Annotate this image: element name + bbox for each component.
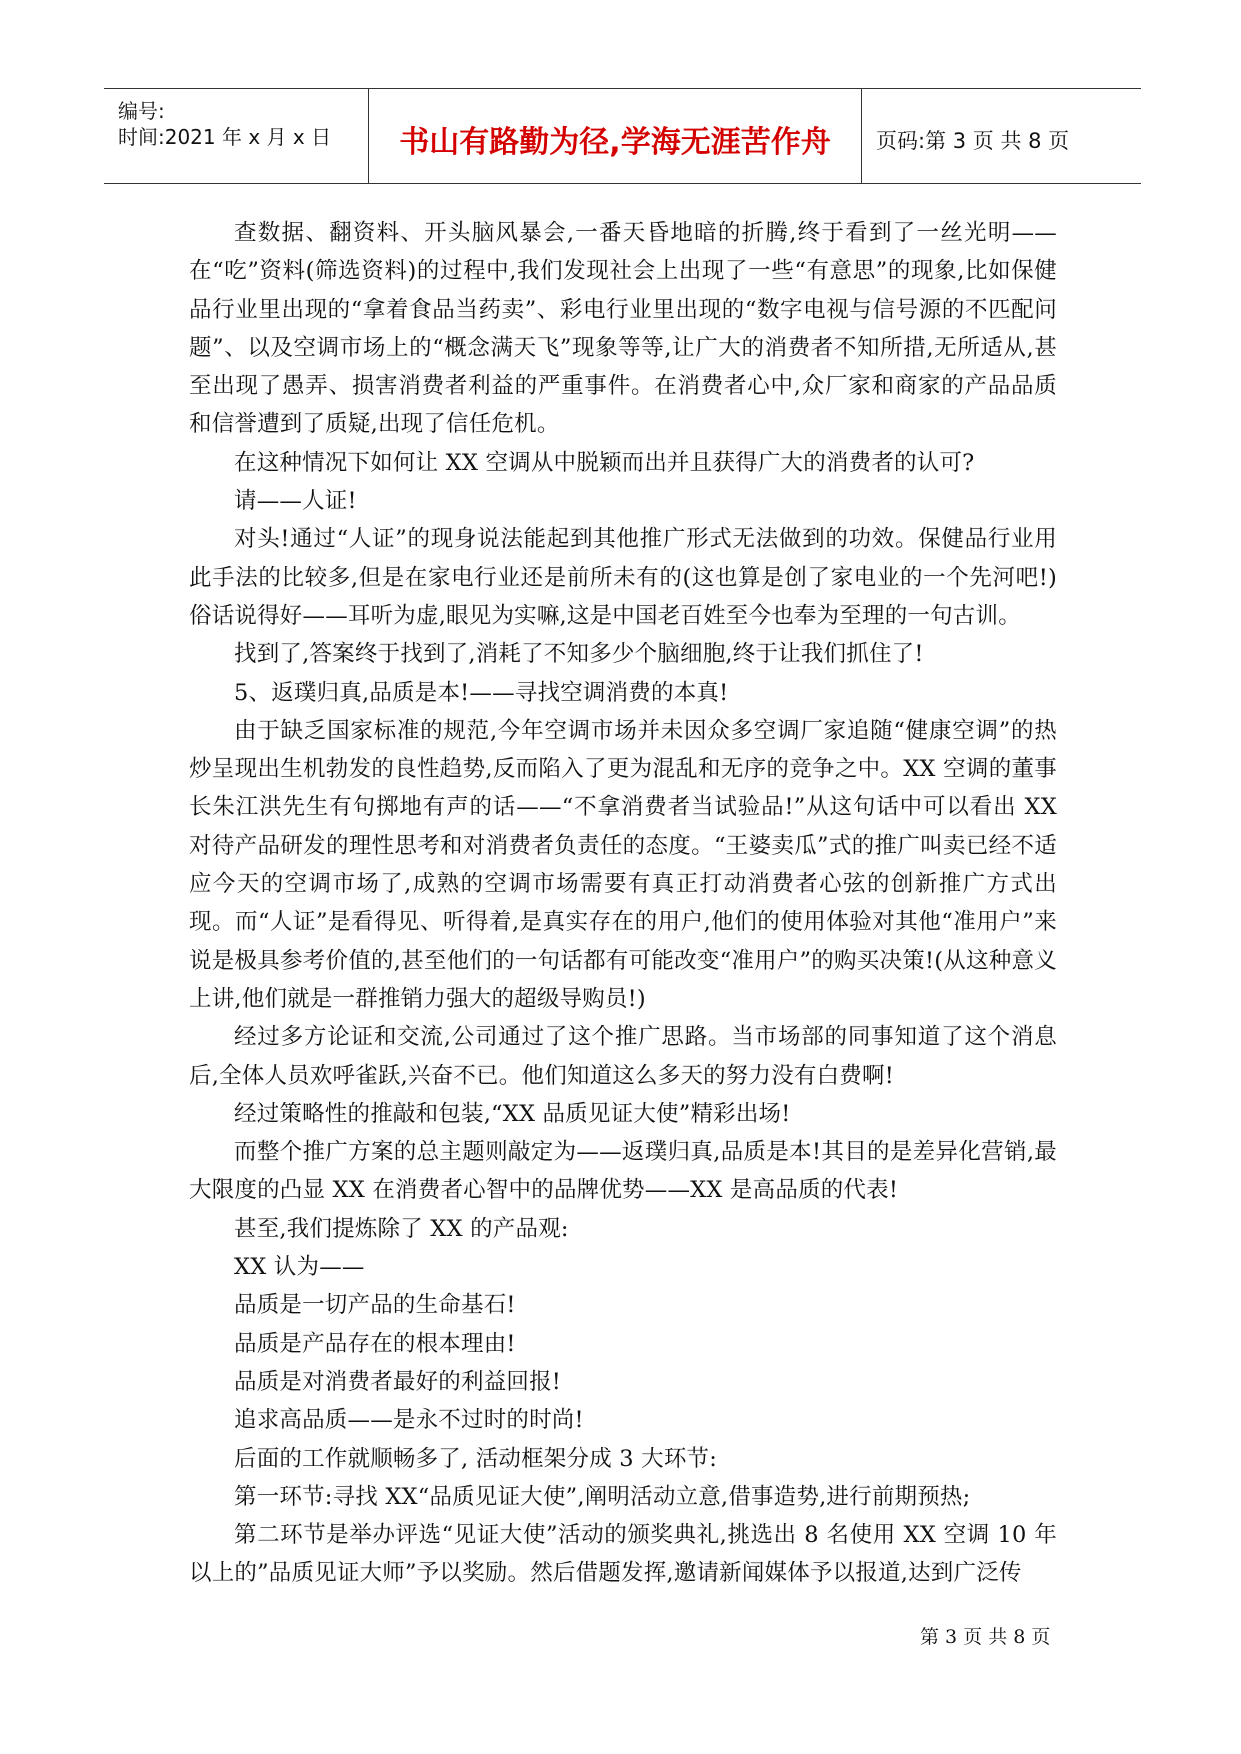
time-label: 时间:2021 年 x 月 x 日 [118,125,332,149]
paragraph: 追求高品质——是永不过时的时尚! [234,1407,584,1434]
header-page-cell [862,89,1141,183]
document-body [189,214,1057,1593]
page-footer-number: 第 3 页 共 8 页 [920,1626,1051,1648]
paragraph: 品质是一切产品的生命基石! [234,1292,516,1319]
paragraph: 经过策略性的推敲和包装,“XX 品质见证大使”精彩出场! [234,1100,791,1127]
paragraph: 经过多方论证和交流,公司通过了这个推广思路。当市场部的同事知道了这个消息后,全体人员欢呼雀跃,兴奋不已。他们知道这么多天的努力没有白费啊! [189,1024,1057,1089]
paragraph: 品质是对消费者最好的利益回报! [234,1368,562,1395]
paragraph: 后面的工作就顺畅多了, 活动框架分成 3 大环节: [234,1445,718,1472]
paragraph: 由于缺乏国家标准的规范,今年空调市场并未因众多空调厂家追随“健康空调”的热炒呈现出生机勃发的良性趋势,反而陷入了更为混乱和无序的竞争之中。XX 空调的董事长朱江洪先生有句掷地有声的话——“不拿消费者当试验品!”从这句话中可以看出 XX 对待产品研发的理性思考和对消费者负责任的态度。“王婆卖瓜”式的推广叫卖已经不适应今天的空调市场了,成熟的空调市场需要有真正打动消费者心弦的创新推广方式出现。而“人证”是看得见、听得着,是真实存在的用户,他们的使用体验对其他“准用户”来说是极具参考价值的,甚至他们的一句话都有可能改变“准用户”的购买决策!(从这种意义上讲,他们就是一群推销力强大的超级导购员!) [189,717,1057,1012]
paragraph: 甚至,我们提炼除了 XX 的产品观: [234,1215,569,1242]
paragraph: 查数据、翻资料、开头脑风暴会,一番天昏地暗的折腾,终于看到了一丝光明——在“吃”资料(筛选资料)的过程中,我们发现社会上出现了一些“有意思”的现象,比如保健品行业里出现的“拿着食品当药卖”、彩电行业里出现的“数字电视与信号源的不匹配问题”、以及空调市场上的“概念满天飞”现象等等,让广大的消费者不知所措,无所适从,甚至出现了愚弄、损害消费者利益的严重事件。在消费者心中,众厂家和商家的产品品质和信誉遭到了质疑,出现了信任危机。 [189,220,1057,438]
paragraph: 对头!通过“人证”的现身说法能起到其他推广形式无法做到的功效。保健品行业用此手法的比较多,但是在家电行业还是前所未有的(这也算是创了家电业的一个先河吧!)俗话说得好——耳听为虚,眼见为实嘛,这是中国老百姓至今也奉为至理的一句古训。 [189,526,1057,629]
paragraph: 请——人证! [234,488,357,515]
header-info-cell [104,89,369,183]
paragraph: 找到了,答案终于找到了,消耗了不知多少个脑细胞,终于让我们抓住了! [234,641,924,668]
paragraph: 第二环节是举办评选“见证大使”活动的颁奖典礼,挑选出 8 名使用 XX 空调 10 年以上的”品质见证大师”予以奖励。然后借题发挥,邀请新闻媒体予以报道,达到广泛传 [189,1522,1057,1587]
paragraph: 第一环节:寻找 XX“品质见证大使”,阐明活动立意,借事造势,进行前期预热; [234,1483,971,1510]
paragraph: 而整个推广方案的总主题则敲定为——返璞归真,品质是本!其目的是差异化营销,最大限度的凸显 XX 在消费者心智中的品牌优势——XX 是高品质的代表! [189,1139,1057,1204]
serial-label: 编号: [118,99,165,123]
header-motto-cell [369,89,862,183]
page-header [104,88,1141,184]
header-page-info: 页码:第 3 页 共 8 页 [876,129,1070,153]
header-motto: 书山有路勤为径,学海无涯苦作舟 [399,125,831,160]
paragraph: XX 认为—— [234,1254,365,1281]
paragraph: 在这种情况下如何让 XX 空调从中脱颖而出并且获得广大的消费者的认可? [234,449,975,476]
section-heading: 5、返璞归真,品质是本!——寻找空调消费的本真! [234,679,729,706]
paragraph: 品质是产品存在的根本理由! [234,1330,516,1357]
